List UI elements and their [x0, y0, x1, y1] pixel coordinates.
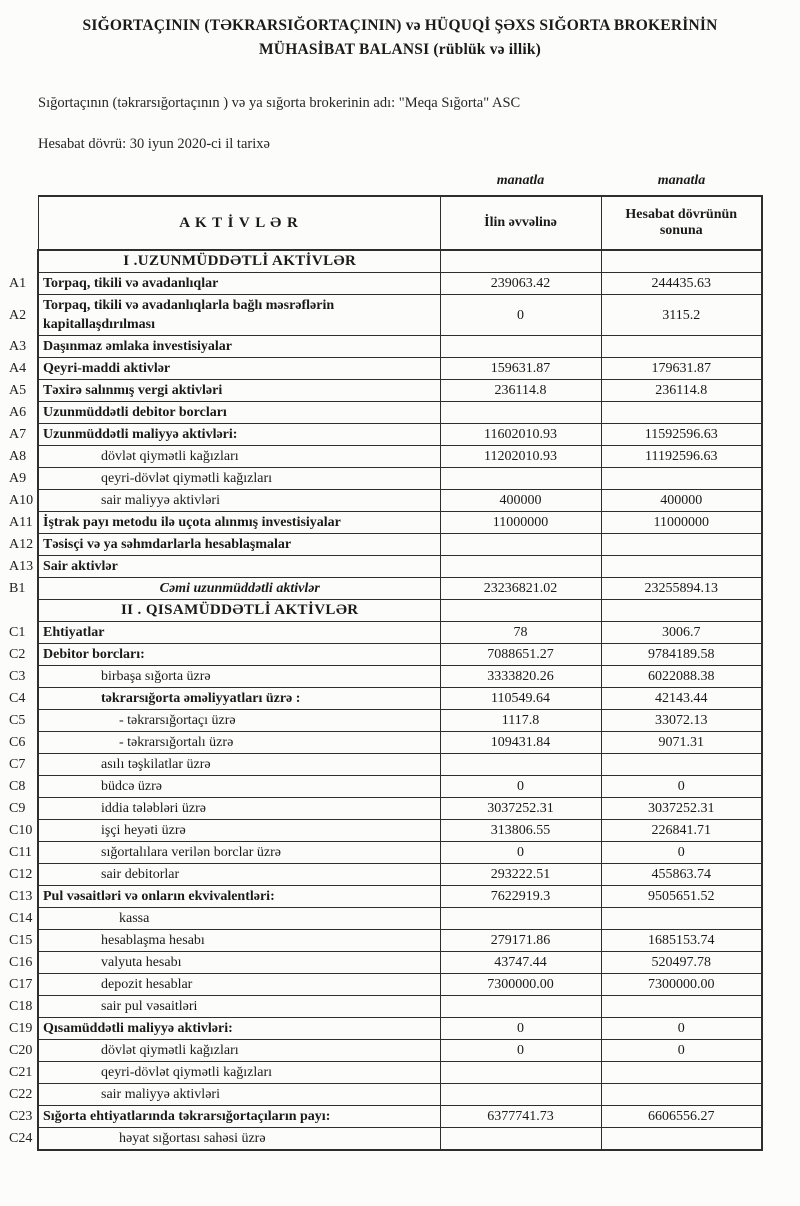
table-row-c13 — [8, 886, 762, 908]
table-row-a11 — [8, 512, 762, 534]
table-row-b1 — [8, 578, 762, 600]
row-value-begin — [440, 908, 601, 930]
row-code: C8 — [9, 779, 26, 795]
table-row-c17 — [8, 974, 762, 996]
row-label: Daşınmaz əmlaka investisiyalar — [38, 336, 440, 358]
table-row-a2 — [8, 295, 762, 336]
row-value-begin: 0 — [440, 776, 601, 798]
row-value-end — [601, 402, 762, 424]
row-value-end: 9071.31 — [601, 732, 762, 754]
table-row-c19 — [8, 1018, 762, 1040]
row-value-begin: 11000000 — [440, 512, 601, 534]
row-value-begin: 239063.42 — [440, 273, 601, 295]
row-value-end: 6606556.27 — [601, 1106, 762, 1128]
row-code: C14 — [9, 911, 33, 927]
row-value-begin — [440, 468, 601, 490]
table-row-c1 — [8, 622, 762, 644]
row-code: C15 — [9, 933, 33, 949]
table-row-c14 — [8, 908, 762, 930]
row-value-begin: 109431.84 — [440, 732, 601, 754]
table-row-a10 — [8, 490, 762, 512]
table-row-c2 — [8, 644, 762, 666]
table-row-c23 — [8, 1106, 762, 1128]
row-code: C18 — [9, 999, 33, 1015]
row-value-end: 6022088.38 — [601, 666, 762, 688]
row-code: A4 — [9, 361, 27, 377]
row-value-end: 0 — [601, 1018, 762, 1040]
row-value-begin — [440, 250, 601, 273]
row-value-end — [601, 1128, 762, 1151]
row-code: C5 — [9, 713, 26, 729]
balance-sheet-table — [8, 195, 763, 1151]
row-value-end: 23255894.13 — [601, 578, 762, 600]
row-value-begin — [440, 534, 601, 556]
row-value-begin: 279171.86 — [440, 930, 601, 952]
table-row-c12 — [8, 864, 762, 886]
row-value-end: 7300000.00 — [601, 974, 762, 996]
unit-label-begin: manatla — [496, 173, 545, 189]
row-value-end: 11000000 — [601, 512, 762, 534]
row-value-end: 3037252.31 — [601, 798, 762, 820]
reporting-period-line: Hesabat dövrü: 30 iyun 2020-ci il tarixə — [38, 136, 270, 153]
row-label: kassa — [38, 908, 440, 930]
row-value-begin: 293222.51 — [440, 864, 601, 886]
row-label: sair pul vəsaitləri — [38, 996, 440, 1018]
row-value-end: 9505651.52 — [601, 886, 762, 908]
row-label: Cəmi uzunmüddətli aktivlər — [38, 578, 440, 600]
row-value-begin — [440, 556, 601, 578]
row-label: Uzunmüddətli maliyyə aktivləri: — [38, 424, 440, 446]
row-label: işçi heyəti üzrə — [38, 820, 440, 842]
row-code: C6 — [9, 735, 26, 751]
row-label: Uzunmüddətli debitor borcları — [38, 402, 440, 424]
table-row-c9 — [8, 798, 762, 820]
row-value-begin: 0 — [440, 1040, 601, 1062]
row-value-end — [601, 556, 762, 578]
row-value-begin — [440, 1084, 601, 1106]
row-value-begin: 110549.64 — [440, 688, 601, 710]
table-row-c16 — [8, 952, 762, 974]
unit-row-spacer — [8, 173, 440, 189]
row-label: sair debitorlar — [38, 864, 440, 886]
row-code: A1 — [9, 276, 27, 292]
row-value-begin: 313806.55 — [440, 820, 601, 842]
row-code: A10 — [9, 493, 34, 509]
table-row-c8 — [8, 776, 762, 798]
row-value-begin: 23236821.02 — [440, 578, 601, 600]
row-value-end: 455863.74 — [601, 864, 762, 886]
row-code: A8 — [9, 449, 27, 465]
row-value-end — [601, 754, 762, 776]
column-header-begin-of-year: İlin əvvəlinə — [440, 196, 601, 250]
row-value-end: 0 — [601, 776, 762, 798]
document-title — [0, 14, 800, 62]
row-value-end: 520497.78 — [601, 952, 762, 974]
table-row-a7 — [8, 424, 762, 446]
table-row-c24 — [8, 1128, 762, 1151]
row-label: sair maliyyə aktivləri — [38, 1084, 440, 1106]
table-row-a8 — [8, 446, 762, 468]
row-code: C9 — [9, 801, 26, 817]
table-row-c3 — [8, 666, 762, 688]
row-value-end: 400000 — [601, 490, 762, 512]
table-row-section — [8, 600, 762, 622]
insurer-name-line: Sığortaçının (təkrarsığortaçının ) və ya sığorta brokerinin adı: "Meqa Sığorta" ASC — [38, 95, 521, 112]
row-code: A2 — [9, 307, 27, 323]
row-code: C24 — [9, 1131, 33, 1147]
row-value-begin — [440, 1128, 601, 1151]
row-code: C21 — [9, 1065, 33, 1081]
row-value-end: 244435.63 — [601, 273, 762, 295]
row-value-begin — [440, 996, 601, 1018]
row-code: C4 — [9, 691, 26, 707]
table-row-a1 — [8, 273, 762, 295]
row-code: A7 — [9, 427, 27, 443]
row-value-end — [601, 534, 762, 556]
table-row-a4 — [8, 358, 762, 380]
row-value-end — [601, 1062, 762, 1084]
table-header-row — [8, 196, 762, 250]
header-code-spacer — [8, 196, 38, 250]
row-code: A13 — [9, 559, 34, 575]
row-label: sığortalılara verilən borclar üzrə — [38, 842, 440, 864]
table-row-c6 — [8, 732, 762, 754]
row-label: Ehtiyatlar — [38, 622, 440, 644]
row-value-begin: 78 — [440, 622, 601, 644]
table-row-c21 — [8, 1062, 762, 1084]
row-value-begin — [440, 754, 601, 776]
row-code: C17 — [9, 977, 33, 993]
row-value-begin: 7088651.27 — [440, 644, 601, 666]
row-label: iddia tələbləri üzrə — [38, 798, 440, 820]
table-row-a12 — [8, 534, 762, 556]
row-label: həyat sığortası sahəsi üzrə — [38, 1128, 440, 1151]
row-code: C10 — [9, 823, 33, 839]
row-label: dövlət qiymətli kağızları — [38, 1040, 440, 1062]
currency-unit-row — [8, 173, 800, 189]
row-label: - təkrarsığortaçı üzrə — [38, 710, 440, 732]
row-label: Təsisçi və ya səhmdarlarla hesablaşmalar — [38, 534, 440, 556]
row-value-end — [601, 908, 762, 930]
row-value-end: 179631.87 — [601, 358, 762, 380]
row-value-end: 3115.2 — [601, 295, 762, 336]
document-title-line2: MÜHASİBAT BALANSI (rüblük və illik) — [258, 41, 542, 59]
row-code: C13 — [9, 889, 33, 905]
row-code: A3 — [9, 339, 27, 355]
row-code: A9 — [9, 471, 27, 487]
row-value-begin: 43747.44 — [440, 952, 601, 974]
table-row-section — [8, 250, 762, 273]
row-code: C1 — [9, 625, 26, 641]
row-label: İştrak payı metodu ilə uçota alınmış investisiyalar — [38, 512, 440, 534]
row-value-end: 9784189.58 — [601, 644, 762, 666]
row-code: B1 — [9, 581, 26, 597]
row-code: C7 — [9, 757, 26, 773]
row-label: Sığorta ehtiyatlarında təkrarsığortaçıların payı: — [38, 1106, 440, 1128]
row-value-begin: 0 — [440, 1018, 601, 1040]
row-value-end: 0 — [601, 842, 762, 864]
row-value-begin: 3037252.31 — [440, 798, 601, 820]
row-value-end — [601, 468, 762, 490]
row-value-begin — [440, 336, 601, 358]
row-label: Debitor borcları: — [38, 644, 440, 666]
row-value-begin: 7622919.3 — [440, 886, 601, 908]
row-value-begin: 11602010.93 — [440, 424, 601, 446]
row-code: C19 — [9, 1021, 33, 1037]
table-row-a9 — [8, 468, 762, 490]
row-code: C16 — [9, 955, 33, 971]
row-label: təkrarsığorta əməliyyatları üzrə : — [38, 688, 440, 710]
row-value-end: 0 — [601, 1040, 762, 1062]
row-label: II . QISAMÜDDƏTLİ AKTİVLƏR — [38, 600, 440, 622]
table-row-c4 — [8, 688, 762, 710]
row-label: qeyri-dövlət qiymətli kağızları — [38, 1062, 440, 1084]
table-row-c7 — [8, 754, 762, 776]
row-label: sair maliyyə aktivləri — [38, 490, 440, 512]
row-value-end: 42143.44 — [601, 688, 762, 710]
row-label: asılı təşkilatlar üzrə — [38, 754, 440, 776]
table-row-a13 — [8, 556, 762, 578]
row-label: Torpaq, tikili və avadanlıqlar — [38, 273, 440, 295]
row-label: Qısamüddətli maliyyə aktivləri: — [38, 1018, 440, 1040]
row-value-begin: 7300000.00 — [440, 974, 601, 996]
row-value-begin: 400000 — [440, 490, 601, 512]
row-value-begin: 11202010.93 — [440, 446, 601, 468]
row-label: büdcə üzrə — [38, 776, 440, 798]
table-row-c10 — [8, 820, 762, 842]
row-value-begin: 0 — [440, 295, 601, 336]
row-value-end — [601, 1084, 762, 1106]
row-value-begin: 3333820.26 — [440, 666, 601, 688]
table-row-c20 — [8, 1040, 762, 1062]
row-label: Qeyri-maddi aktivlər — [38, 358, 440, 380]
table-row-c11 — [8, 842, 762, 864]
document-title-line1: SIĞORTAÇININ (TƏKRARSIĞORTAÇININ) və HÜQUQİ ŞƏXS SIĞORTA BROKERİNİN — [82, 17, 718, 34]
table-row-c22 — [8, 1084, 762, 1106]
table-row-c5 — [8, 710, 762, 732]
row-value-end — [601, 600, 762, 622]
row-label: hesablaşma hesabı — [38, 930, 440, 952]
row-value-end: 11592596.63 — [601, 424, 762, 446]
row-value-end — [601, 250, 762, 273]
row-value-begin: 0 — [440, 842, 601, 864]
row-label: - təkrarsığortalı üzrə — [38, 732, 440, 754]
row-code: C11 — [9, 845, 32, 861]
row-value-end — [601, 336, 762, 358]
row-value-begin — [440, 600, 601, 622]
row-value-begin: 1117.8 — [440, 710, 601, 732]
row-label: I .UZUNMÜDDƏTLİ AKTİVLƏR — [38, 250, 440, 273]
row-value-begin: 159631.87 — [440, 358, 601, 380]
row-value-end — [601, 996, 762, 1018]
row-label: Sair aktivlər — [38, 556, 440, 578]
row-value-begin: 236114.8 — [440, 380, 601, 402]
row-value-end: 3006.7 — [601, 622, 762, 644]
row-code: C23 — [9, 1109, 33, 1125]
row-label: Təxirə salınmış vergi aktivləri — [38, 380, 440, 402]
row-label: dövlət qiymətli kağızları — [38, 446, 440, 468]
row-code: A12 — [9, 537, 34, 553]
row-code — [8, 600, 38, 622]
row-code: C12 — [9, 867, 33, 883]
row-code — [8, 250, 38, 273]
row-code: C2 — [9, 647, 26, 663]
row-label: qeyri-dövlət qiymətli kağızları — [38, 468, 440, 490]
unit-label-end: manatla — [657, 173, 706, 189]
row-value-end: 1685153.74 — [601, 930, 762, 952]
row-value-begin — [440, 402, 601, 424]
column-header-end-of-period: Hesabat dövrünün sonuna — [601, 196, 762, 250]
row-value-end: 236114.8 — [601, 380, 762, 402]
row-label: valyuta hesabı — [38, 952, 440, 974]
row-code: A11 — [9, 515, 33, 531]
row-code: A6 — [9, 405, 27, 421]
row-code: C20 — [9, 1043, 33, 1059]
table-row-a3 — [8, 336, 762, 358]
row-code: A5 — [9, 383, 27, 399]
table-row-a5 — [8, 380, 762, 402]
row-label: depozit hesablar — [38, 974, 440, 996]
table-row-a6 — [8, 402, 762, 424]
table-body — [8, 250, 762, 1150]
row-value-end: 226841.71 — [601, 820, 762, 842]
row-label: Pul vəsaitləri və onların ekvivalentləri: — [38, 886, 440, 908]
table-row-c15 — [8, 930, 762, 952]
row-value-end: 11192596.63 — [601, 446, 762, 468]
row-value-begin — [440, 1062, 601, 1084]
row-value-end: 33072.13 — [601, 710, 762, 732]
table-row-c18 — [8, 996, 762, 1018]
row-label: birbaşa sığorta üzrə — [38, 666, 440, 688]
row-label: Torpaq, tikili və avadanlıqlarla bağlı məsrəflərin kapitallaşdırılması — [38, 295, 440, 336]
row-code: C3 — [9, 669, 26, 685]
column-header-assets: A K T İ V L Ə R — [38, 196, 440, 250]
row-value-begin: 6377741.73 — [440, 1106, 601, 1128]
row-code: C22 — [9, 1087, 33, 1103]
